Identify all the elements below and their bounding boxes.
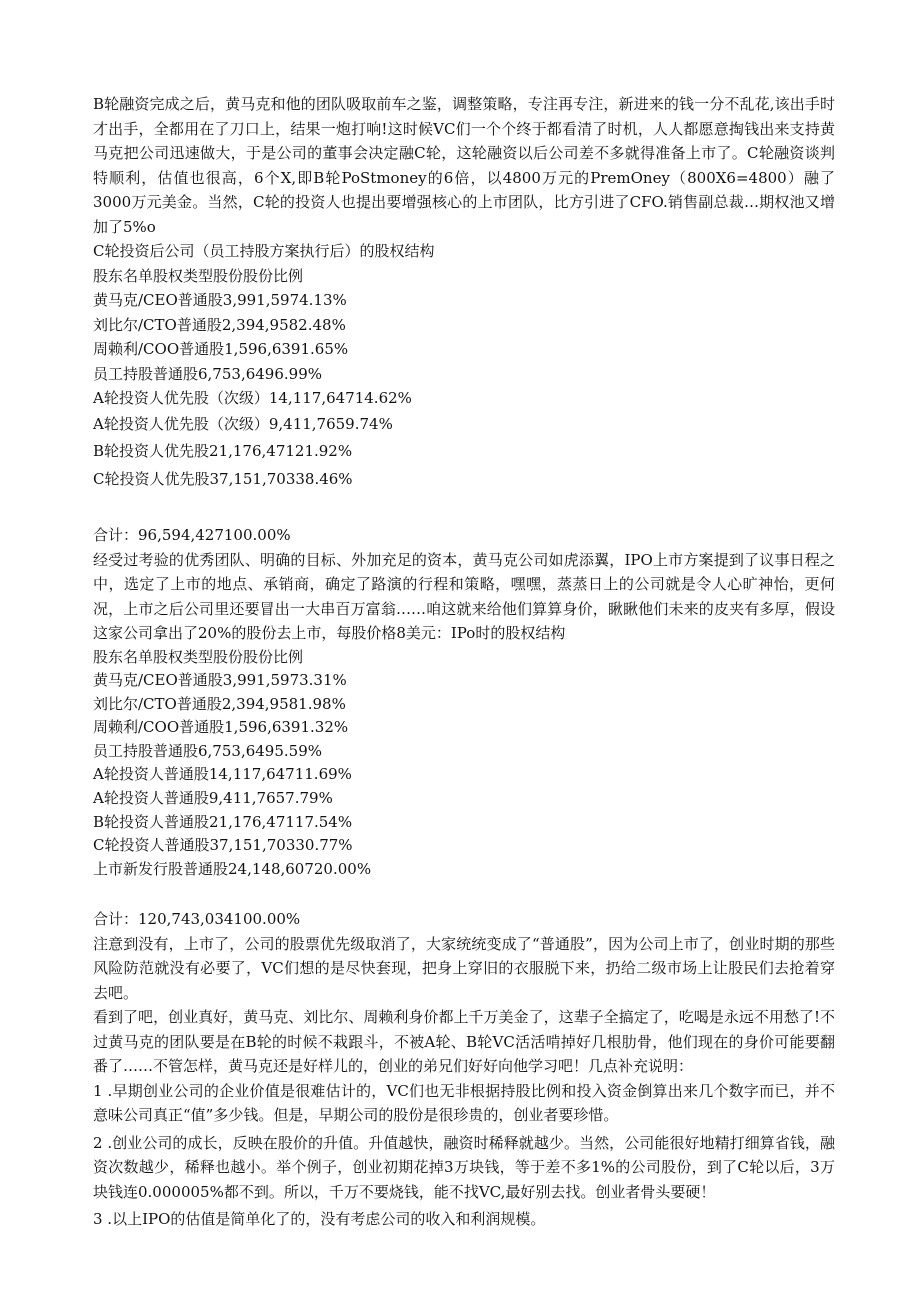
paragraph-3: 注意到没有，上市了，公司的股票优先级取消了，大家统统变成了“普通股”，因为公司上市了，创业时期的那些风险防范就没有必要了，VC们想的是尽快套现，把身上穿旧的衣服脱下来，扔给二级市场上让股民们去抢着穿去吧。 — [93, 934, 835, 1002]
table-row: 刘比尔/CTO普通股2,394,9581.98% — [93, 694, 346, 713]
table-row: 黄马克/CEO普通股3,991,5973.31% — [93, 671, 347, 690]
table-row: A轮投资人优先股（次级）9,411,7659.74% — [93, 414, 393, 433]
table-row: B轮投资人优先股21,176,47121.92% — [93, 442, 353, 460]
table-row: A轮投资人普通股14,117,64711.69% — [93, 765, 352, 784]
table-row: C轮投资人优先股37,151,70338.46% — [93, 469, 353, 488]
table-total: 合计：96,594,427100.00% — [93, 526, 291, 544]
table-row: A轮投资人普通股9,411,7657.79% — [93, 789, 333, 808]
middle-paragraph: 经受过考验的优秀团队、明确的目标、外加充足的资本，黄马克公司如虎添翼，IPO上市方案提到了议事日程之中，选定了上市的地点、承销商，确定了路演的行程和策略，嘿嘿，蒸蒸日上的公司就是令人心旷神怡，更何况，上市之后公司里还要冒出一大串百万富翁……咱这就来给他们算算身价，瞅瞅他们未来的皮夹有多厚，假设这家公司拿出了20%的股份去上市，每股价格8美元：IPo时的股权结构 — [93, 550, 835, 642]
spacer — [93, 493, 835, 523]
table-row: 刘比尔/CTO普通股2,394,9582.48% — [93, 315, 346, 334]
table-row: 员工持股普通股6,753,6496.99% — [93, 364, 322, 383]
document-body — [93, 92, 835, 1232]
equity-table-at-ipo — [93, 646, 835, 932]
equity-table-after-series-c — [93, 239, 835, 548]
table-row: A轮投资人优先股（次级）14,117,64714.62% — [93, 389, 412, 407]
table-row: 黄马克/CEO普通股3,991,5974.13% — [93, 291, 347, 309]
notes-list — [93, 1079, 835, 1232]
spacer — [93, 881, 835, 907]
note-item: 1 .早期创业公司的企业价值是很难估计的，VC们也无非根据持股比例和投入资金倒算出来几个数字而已，并不意味公司真正“值”多少钱。但是，早期公司的股份是很珍贵的，创业者要珍惜。 — [93, 1081, 835, 1125]
table-row: 员工持股普通股6,753,6495.59% — [93, 741, 322, 760]
table-header: 股东名单股权类型股份股份比例 — [93, 647, 304, 666]
table-header: 股东名单股权类型股份股份比例 — [93, 266, 304, 285]
intro-paragraph: B轮融资完成之后，黄马克和他的团队吸取前车之鉴，调整策略，专注再专注，新进来的钱一分不乱花,该出手时才出手，全都用在了刀口上，结果一炮打响!这时候VC们一个个终于都看清了时机，人人都愿意掏钱出来支持黄马克把公司迅速做大，于是公司的董事会决定融C轮，这轮融资以后公司差不多就得准备上市了。C轮融资谈判特顺利，估值也很高，6个X,即B轮PoStmoney的6倍，以4800万元的PremOney（800X6=4800）融了3000万元美金。当然，C轮的投资人也提出要增强核心的上市团队，比方引进了CFO.销售副总裁…期权池又增加了5%o — [93, 95, 835, 236]
paragraph-4: 看到了吧，创业真好，黄马克、刘比尔、周赖利身价都上千万美金了，这辈子全搞定了，吃喝是永远不用愁了!不过黄马克的团队要是在B轮的时候不栽跟斗，不被A轮、B轮VC活活啃掉好几根肋骨，他们现在的身价可能要翻番了……不管怎样，黄马克还是好样儿的，创业的弟兄们好好向他学习吧！几点补充说明： — [93, 1008, 835, 1076]
table-row: C轮投资人普通股37,151,70330.77% — [93, 836, 353, 855]
table-total: 合计：120,743,034100.00% — [93, 910, 301, 929]
table-row: 周赖利/COO普通股1,596,6391.65% — [93, 340, 349, 358]
table-row: 上市新发行股普通股24,148,60720.00% — [93, 859, 372, 878]
note-item: 3 .以上IPO的估值是简单化了的，没有考虑公司的收入和利润规模。 — [93, 1210, 546, 1229]
table-row: 周赖利/COO普通股1,596,6391.32% — [93, 718, 349, 737]
note-item: 2 .创业公司的成长，反映在股价的升值。升值越快，融资时稀释就越少。当然，公司能很好地精打细算省钱，融资次数越少，稀释也越小。举个例子，创业初期花掉3万块钱，等于差不多1%的公司股份，到了C轮以后，3万块钱连0.000005%都不到。所以，千万不要烧钱，能不找VC,最好别去找。创业者骨头要硬！ — [93, 1133, 835, 1201]
table-caption: C轮投资后公司（员工持股方案执行后）的股权结构 — [93, 242, 435, 260]
table-row: B轮投资人普通股21,176,47117.54% — [93, 812, 353, 831]
